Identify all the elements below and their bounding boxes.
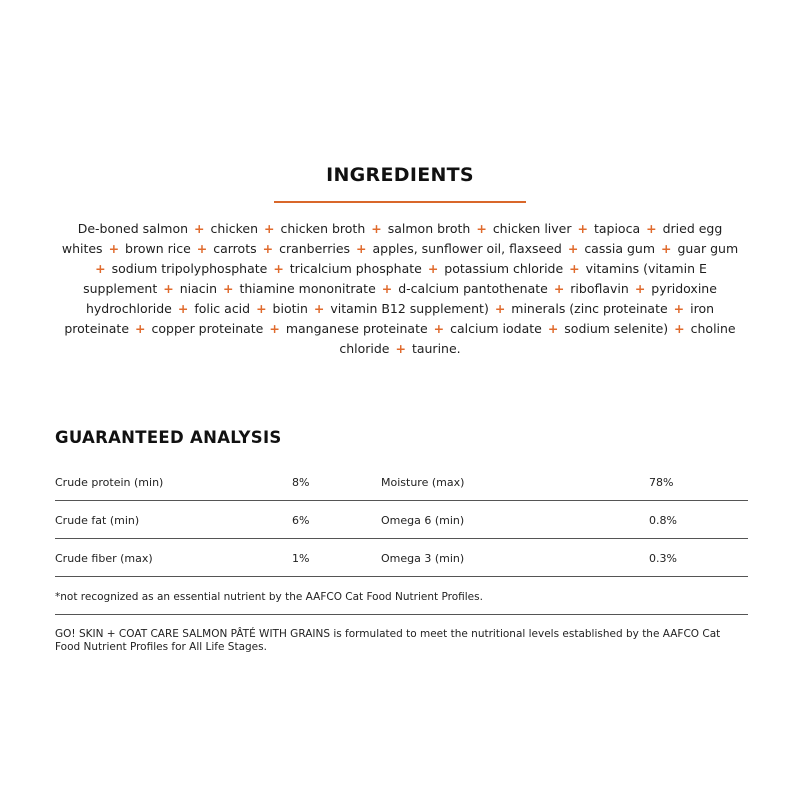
plus-separator: + [381, 281, 393, 296]
ingredient-item: sodium selenite) [564, 321, 669, 336]
plus-separator: + [264, 221, 275, 236]
plus-separator: + [646, 221, 657, 236]
plus-separator: + [634, 281, 646, 296]
ingredient-item: biotin [272, 301, 308, 316]
ingredient-item: brown rice [125, 241, 191, 256]
plus-separator: + [567, 241, 579, 256]
ingredient-item: d-calcium pantothenate [398, 281, 548, 296]
ingredient-item: minerals (zinc proteinate [511, 301, 668, 316]
plus-separator: + [476, 221, 487, 236]
ingredient-item: dried egg whites [61, 221, 723, 256]
plus-separator: + [196, 241, 208, 256]
ingredient-item: carrots [213, 241, 257, 256]
ingredients-title-underline [274, 201, 526, 203]
table-row [55, 539, 748, 577]
nutrient-value: 0.3% [649, 552, 677, 565]
ingredient-item: cassia gum [584, 241, 656, 256]
plus-separator: + [674, 321, 685, 336]
nutrient-label: Crude fiber (max) [55, 552, 153, 565]
ingredient-item: tapioca [593, 221, 641, 236]
ingredient-item: sodium tripolyphosphate [111, 261, 268, 276]
nutrient-value: 6% [292, 514, 310, 527]
ingredients-title: INGREDIENTS [326, 164, 474, 186]
plus-separator: + [95, 261, 106, 276]
ingredient-item: vitamins (vitamin E supplement [83, 261, 707, 296]
nutrient-label: Crude protein (min) [55, 476, 164, 489]
plus-separator: + [569, 261, 580, 276]
ingredient-item: vitamin B12 supplement) [330, 301, 489, 316]
ingredient-item: copper proteinate [151, 321, 264, 336]
plus-separator: + [273, 261, 284, 276]
plus-separator: + [661, 241, 672, 256]
divider [55, 614, 748, 615]
plus-separator: + [427, 261, 439, 276]
nutrient-value: 0.8% [649, 514, 677, 527]
plus-separator: + [553, 281, 565, 296]
plus-separator: + [223, 281, 234, 296]
nutrient-value: 78% [649, 476, 674, 489]
ingredient-item: chicken broth [280, 221, 366, 236]
ingredient-item: cranberries [279, 241, 351, 256]
analysis-table [55, 463, 748, 577]
nutrient-label: Crude fat (min) [55, 514, 140, 527]
table-row [55, 463, 748, 501]
ingredient-item: manganese proteinate [285, 321, 428, 336]
plus-separator: + [356, 241, 367, 256]
ingredient-item: pyridoxine hydrochloride [85, 281, 717, 316]
ingredient-item: apples, sunflower oil, flaxseed [372, 241, 562, 256]
ingredient-item: thiamine mononitrate [239, 281, 376, 296]
ingredient-item: salmon broth [387, 221, 471, 236]
ingredient-item: chicken liver [492, 221, 572, 236]
nutrient-label: Omega 6 (min) [381, 514, 465, 527]
plus-separator: + [371, 221, 382, 236]
plus-separator: + [108, 241, 120, 256]
ingredient-item: tricalcium phosphate [289, 261, 422, 276]
ingredient-item: folic acid [194, 301, 251, 316]
plus-separator: + [433, 321, 445, 336]
ingredient-item: guar gum [677, 241, 739, 256]
ingredients-list [58, 219, 742, 359]
plus-separator: + [673, 301, 685, 316]
ingredient-item: chicken [210, 221, 259, 236]
plus-separator: + [547, 321, 559, 336]
plus-separator: + [135, 321, 146, 336]
footnote: *not recognized as an essential nutrient by the AAFCO Cat Food Nutrient Profiles. [55, 591, 483, 603]
ingredient-item: riboflavin [570, 281, 629, 296]
ingredient-item: potassium chloride [444, 261, 564, 276]
plus-separator: + [194, 221, 205, 236]
nutrient-label: Moisture (max) [381, 476, 465, 489]
plus-separator: + [313, 301, 325, 316]
aafco-statement: GO! SKIN + COAT CARE SALMON PÂTÉ WITH GRAINS is formulated to meet the nutritional levels established by the AAFCO Cat Food Nutrient Profiles for All Life Stages. [55, 628, 721, 653]
ingredient-item: De-boned salmon [77, 221, 189, 236]
ingredient-item: iron proteinate [64, 301, 715, 336]
ingredient-item: calcium iodate [450, 321, 542, 336]
guaranteed-analysis-title: GUARANTEED ANALYSIS [55, 428, 282, 447]
nutrient-label: Omega 3 (min) [381, 552, 465, 565]
plus-separator: + [256, 301, 267, 316]
plus-separator: + [269, 321, 280, 336]
ingredient-item: taurine. [411, 341, 461, 356]
nutrient-value: 8% [292, 476, 310, 489]
plus-separator: + [163, 281, 174, 296]
ingredient-item: niacin [179, 281, 218, 296]
nutrient-value: 1% [292, 552, 310, 565]
plus-separator: + [177, 301, 189, 316]
plus-separator: + [395, 341, 406, 356]
ingredient-item: choline chloride [339, 321, 736, 356]
plus-separator: + [494, 301, 506, 316]
table-row [55, 501, 748, 539]
plus-separator: + [262, 241, 274, 256]
plus-separator: + [577, 221, 588, 236]
